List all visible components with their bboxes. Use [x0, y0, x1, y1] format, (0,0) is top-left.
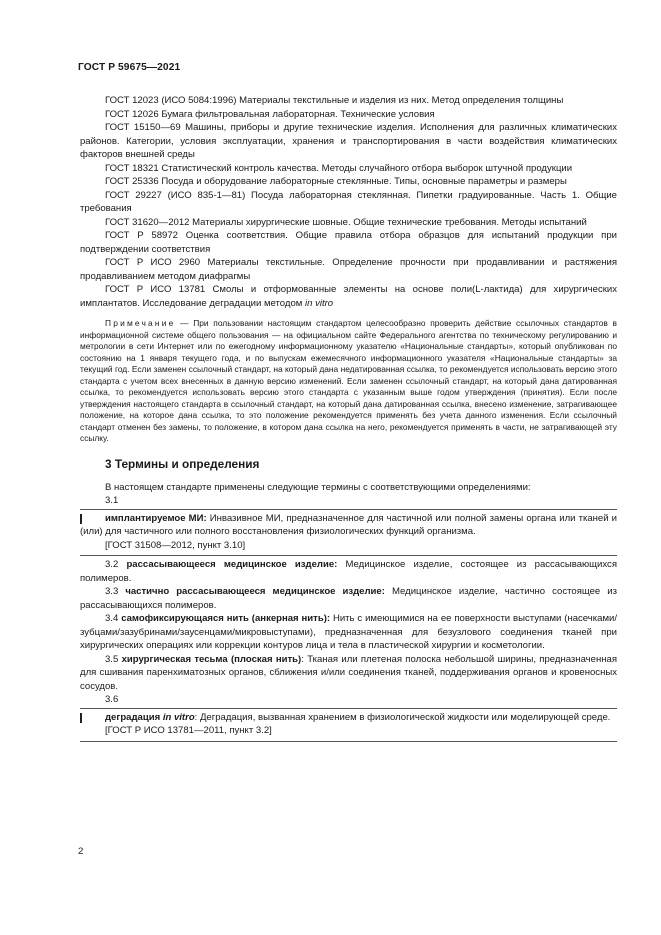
term-source: [ГОСТ 31508—2012, пункт 3.10] — [105, 539, 246, 551]
note-label: Примечание — [105, 318, 176, 328]
reference-item: ГОСТ 31620—2012 Материалы хирургические шовные. Общие технические требования. Методы испытаний — [105, 216, 587, 228]
note-text: — При пользовании настоящим стандартом целесообразно проверить действие ссылочных стандартов в информационной системе общего пользования — на официальном сайте Федерального агентства по техническому регулированию и метрологии в сети Интернет или по ежегодному информационному указателю «Национальные стандарты», который опубликован по состоянию на 1 января текущего года, и по выпускам ежемесячного информационного указателя «Национальные стандарты» за текущий год. Если заменен ссылочный стандарт, на который дана недатированная ссылка, то рекомендуется использовать версию этого стандарта с учетом всех внесенных в данную версию изменений. Если заменен ссылочный стандарт, на который дана датированная ссылка, то рекомендуется использовать версию этого стандарта с указанным выше годом утверждения (принятия). Если после утверждения настоящего стандарта в ссылочный стандарт, на который дана датированная ссылка, внесено изменение, затрагивающее положение, на которое дана ссылка, то это положение рекомендуется применять без учета данного изменения. Если ссылочный стандарт отменен без замены, то положение, в котором дана ссылка на него, рекомендуется применять в части, не затрагивающей эту ссылку. — [80, 318, 617, 444]
term-name: частично рассасывающееся медицинское изделие: — [125, 586, 385, 598]
term-number: 3.6 — [105, 694, 119, 706]
term-text: Нить с имеющимися на ее поверхности выступами (насечками/зубцами/зазубринами/заусенцами/микровыступами), предназначенная для безузлового соединения тканей при хирургических операциях или коррекции контуров лица и тела в пластической хирургии и косметологии. — [80, 613, 618, 652]
term-definition — [80, 653, 617, 694]
term-definition — [80, 612, 617, 653]
term-number: 3.1 — [105, 495, 119, 507]
term-name-italic: in vitro — [162, 711, 195, 723]
reference-italic: in vitro — [305, 297, 334, 309]
reference-text: ГОСТ Р ИСО 13781 Смолы и отформованные элементы на основе поли(L-лактида) для хирургических имплантатов. Исследование деградации методом — [80, 284, 617, 309]
reference-item: ГОСТ 12026 Бумага фильтровальная лабораторная. Технические условия — [105, 108, 435, 120]
term-name: самофиксирующаяся нить (анкерная нить): — [121, 613, 331, 625]
term-text: Инвазивное МИ, предназначенное для частичной или полной замены органа или тканей и (или) для частичного или полного восстановления физиологических функций организма. — [80, 512, 617, 538]
reference-item: ГОСТ 12023 (ИСО 5084:1996) Материалы текстильные и изделия из них. Метод определения толщины — [105, 95, 564, 106]
reference-item: ГОСТ Р ИСО 2960 Материалы текстильные. Определение прочности при продавливании и растяжения продавливанием методом диафрагмы — [80, 257, 617, 282]
term-name: деградация — [105, 711, 163, 723]
term-number: 3.5 — [105, 653, 119, 665]
reference-item: ГОСТ 29227 (ИСО 835-1—81) Посуда лабораторная стеклянная. Пипетки градуированные. Часть 1. Общие требования — [80, 189, 617, 214]
term-text: : Тканая или плетеная полоска небольшой ширины, предназначенная для сшивания паренхиматозных органов, сближения и/или соединения тканей, поддерживания органов и кровеносных сосудов. — [80, 653, 617, 692]
page-header: ГОСТ Р 59675—2021 — [78, 62, 181, 73]
term-name: имплантируемое МИ: — [105, 512, 207, 524]
term-text: Медицинское изделие, состоящее из рассасывающихся полимеров. — [80, 559, 617, 584]
term-definition-box — [80, 509, 617, 557]
note — [80, 318, 617, 445]
section-title: 3 Термины и определения — [105, 457, 260, 472]
term-source: [ГОСТ Р ИСО 13781—2011, пункт 3.2] — [105, 725, 272, 737]
term-number: 3.3 — [105, 586, 119, 598]
term-number: 3.4 — [105, 613, 119, 625]
term-name: рассасывающееся медицинское изделие: — [126, 559, 338, 571]
term-definition — [80, 585, 617, 612]
left-marker — [80, 514, 82, 524]
term-text: Медицинское изделие, частично состоящее из рассасывающихся полимеров. — [80, 586, 617, 611]
term-name: хирургическая тесьма (плоская нить) — [121, 653, 302, 665]
reference-item — [80, 283, 617, 310]
left-marker — [80, 713, 82, 723]
term-definition — [80, 558, 617, 585]
term-definition — [80, 512, 617, 539]
page-content — [80, 94, 617, 744]
term-text: : Деградация, вызванная хранением в физиологической жидкости или моделирующей среде. — [194, 711, 611, 723]
section-intro: В настоящем стандарте применены следующие термины с соответствующими определениями: — [105, 481, 531, 493]
page-number: 2 — [78, 846, 84, 857]
term-number: 3.2 — [105, 559, 119, 571]
reference-item: ГОСТ 15150—69 Машины, приборы и другие технические изделия. Исполнения для различных климатических районов. Категории, условия эксплуатации, хранения и транспортирования в части воздействия климатических факторов внешней среды — [80, 122, 617, 160]
reference-item: ГОСТ 18321 Статистический контроль качества. Методы случайного отбора выборок штучной продукции — [105, 162, 573, 174]
term-definition — [80, 711, 617, 725]
reference-item: ГОСТ Р 58972 Оценка соответствия. Общие правила отбора образцов для испытаний продукции при подтверждении соответствия — [80, 230, 617, 255]
reference-item: ГОСТ 25336 Посуда и оборудование лабораторные стеклянные. Типы, основные параметры и размеры — [105, 176, 567, 187]
term-definition-box — [80, 708, 617, 742]
